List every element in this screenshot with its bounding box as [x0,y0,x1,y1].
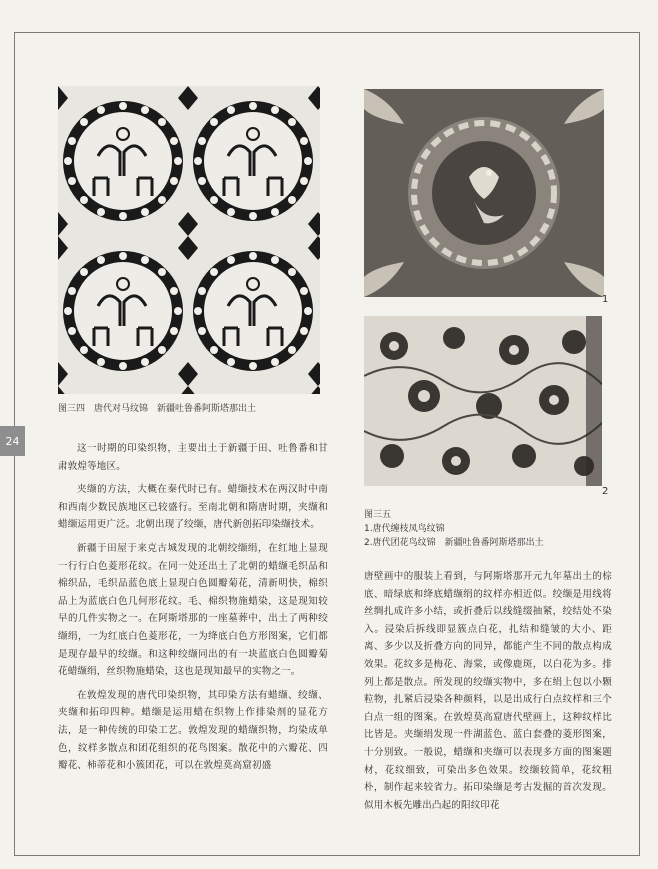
figure-35-1-image [364,89,604,297]
paragraph: 新疆于田屋于来克古城发现的北朝绞缬绢，在红地上显现一行行白色菱形花纹。在同一处还出土了北朝的蜡缬毛织品和棉织品，毛织品蓝色底上显现白色圆瓣菊花，清新明快，棉织品上为蓝底白色几何形花纹。毛、棉织物施蜡染，这是现知较早的几件实物之一。在阿斯塔那的一座墓葬中，出土了两种绞缬绢，一为红底白色菱形花，一为绛底白色方形图案，它们都是现存最早的绞缬。和这种绞缬同出的有一块蓝底白色圆瓣菊花蜡缬绢，丝织物施蜡染，这也是现知最早的实物之一。 [58,542,328,678]
left-text-column [58,440,328,781]
paragraph: 唐壁画中的服装上看到，与阿斯塔那开元九年墓出土的棕底、暗绿底和绛底蜡缬绢的纹样亦相近似。绞缬是用线将丝绸扎成许多小结，或折叠后以线缝缀抽紧，绞结处不染入。浸染后拆线即显簇点白花，扎结和缝皱的大小、距离、多少以及折叠方向的同异，都能产生不同的散点构成效果。花纹多是梅花、海棠，或像鹿斑，以白花为多。排列上都是散点。所发现的绞缬实物中，多在绢上包以小颗粒物，扎紧后浸染各种颜料，以是出成行白点纹样和三个白点一组的图案。在敦煌莫高窟唐代壁画上，这种纹样比比皆是。夹缬绢发现一件湖蓝色、蓝白套叠的菱形图案，十分别致。一般说，蜡缬和夹缬可以表现多方面的图案题材，花纹细致，可染出多色效果。绞缬较简单，花纹粗朴，制作起来较省力。拓印染缬是考古发掘的首次发现。似用木板先雕出凸起的阳纹印花 [364,571,612,811]
figure-35-caption-item-2: 2.唐代团花鸟纹锦 新疆吐鲁番阿斯塔那出土 [364,538,544,548]
paragraph: 夹缬的方法，大概在秦代时已有。蜡缬技术在两汉时中南和西南少数民族地区已较盛行。至南北朝和隋唐时期，夹缬和蜡缬运用更广泛。北朝出现了绞缬，唐代新创拓印染缬技术。 [58,484,328,531]
page-number: 24 [0,426,25,456]
paragraph: 这一时期的印染织物，主要出土于新疆于田、吐鲁番和甘肃敦煌等地区。 [58,443,328,472]
figure-34-image [58,86,320,394]
figure-35-2-number: 2 [602,486,609,497]
figure-35-caption-item-1: 1.唐代缠枝凤鸟纹锦 [364,524,445,534]
figure-35-1-number: 1 [602,294,609,305]
paragraph: 在敦煌发现的唐代印染织物，其印染方法有蜡缬、绞缬、夹缬和拓印四种。蜡缬是运用蜡在织物上作排染剂的显花方法，是一种传统的印染工艺。敦煌发现的蜡缬织物，均染成单色，纹样多散点和团花组织的花鸟图案。散花中的六瓣花、四瓣花、柿蒂花和小簇团花，可以在敦煌莫高窟初盛 [58,689,328,772]
figure-35-2-image [364,316,602,486]
figure-34-caption: 图三四 唐代对马纹锦 新疆吐鲁番阿斯塔那出土 [58,404,257,414]
figure-35-caption [364,508,614,550]
figure-35-caption-title: 图三五 [364,510,392,520]
right-text-column [364,568,612,820]
